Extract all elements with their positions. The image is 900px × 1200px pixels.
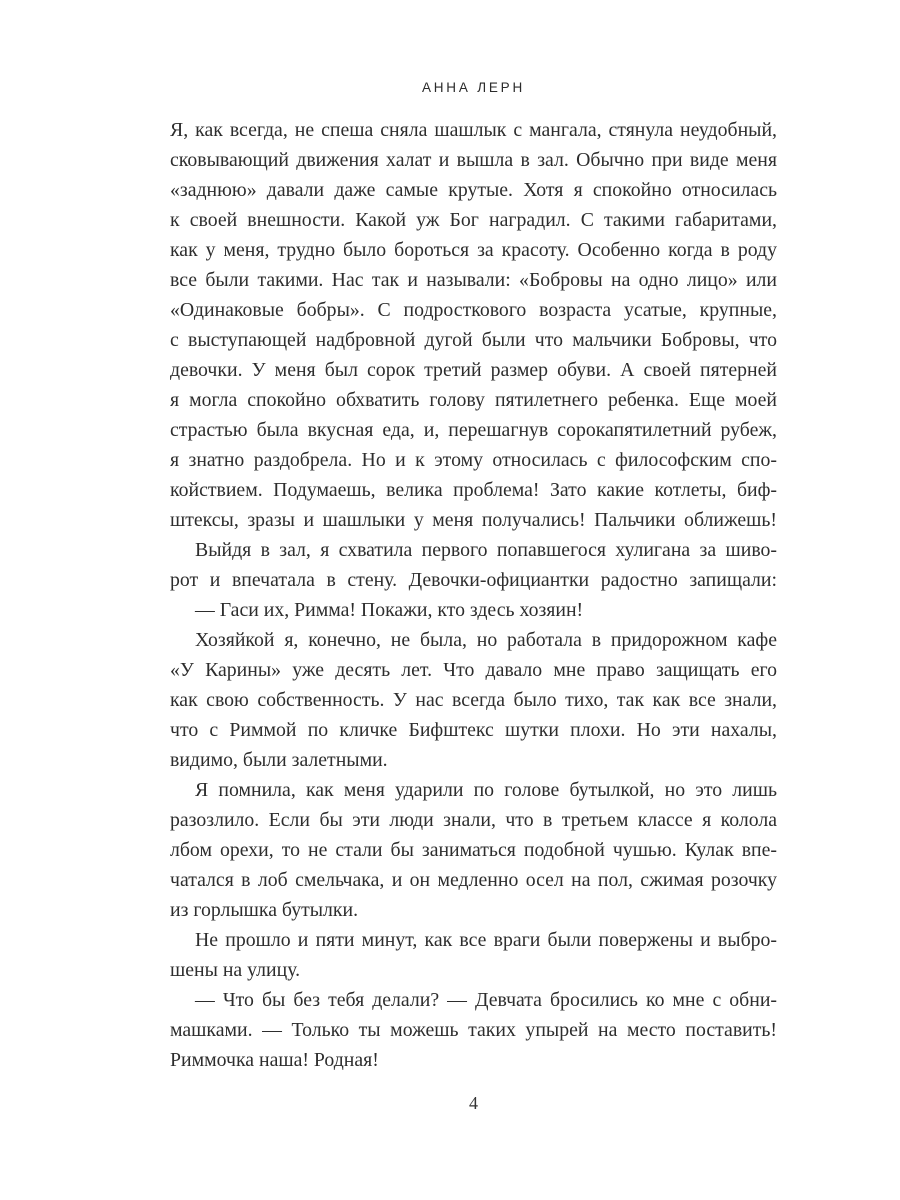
text-line: из горлышка бутылки. bbox=[170, 899, 359, 921]
text-line: Я помнила, как меня ударили по голове бутылкой, но это лишь bbox=[195, 779, 777, 801]
text-line: страстью была вкусная еда, и, перешагнув сорокапятилетний рубеж, bbox=[170, 419, 777, 441]
text-line: девочки. У меня был сорок третий размер обуви. А своей пятерней bbox=[170, 359, 777, 381]
text-line: Выйдя в зал, я схватила первого попавшегося хулигана за шиво- bbox=[195, 539, 777, 561]
running-head-author: АННА ЛЕРН bbox=[421, 80, 526, 95]
text-line: «Одинаковые бобры». С подросткового возраста усатые, крупные, bbox=[170, 299, 777, 321]
text-line: штексы, зразы и шашлыки у меня получались! Пальчики оближешь! bbox=[170, 509, 777, 531]
text-line: к своей внешности. Какой уж Бог наградил. С такими габаритами, bbox=[170, 209, 777, 231]
text-line: Хозяйкой я, конечно, не была, но работала в придорожном кафе bbox=[195, 629, 777, 651]
text-line: — Гаси их, Римма! Покажи, кто здесь хозяин! bbox=[195, 599, 584, 621]
text-line: как у меня, трудно было бороться за красоту. Особенно когда в роду bbox=[170, 239, 777, 261]
text-line: сковывающий движения халат и вышла в зал. Обычно при виде меня bbox=[170, 149, 777, 171]
text-line: «У Карины» уже десять лет. Что давало мне право защищать его bbox=[170, 659, 777, 681]
text-line: видимо, были залетными. bbox=[170, 749, 388, 771]
text-line: я знатно раздобрела. Но и к этому относилась с философским спо- bbox=[170, 449, 777, 471]
text-line: койствием. Подумаешь, велика проблема! Зато какие котлеты, биф- bbox=[170, 479, 777, 501]
text-line: машками. — Только ты можешь таких упырей на место поставить! bbox=[170, 1019, 777, 1041]
text-line: Риммочка наша! Родная! bbox=[170, 1049, 379, 1071]
text-line: разозлило. Если бы эти люди знали, что в третьем классе я колола bbox=[170, 809, 777, 831]
text-line: Я, как всегда, не спеша сняла шашлык с мангала, стянула неудобный, bbox=[170, 119, 777, 141]
text-line: как свою собственность. У нас всегда было тихо, так как все знали, bbox=[170, 689, 777, 711]
text-line: рот и впечатала в стену. Девочки-официантки радостно запищали: bbox=[170, 569, 777, 591]
page-number: 4 bbox=[469, 1093, 478, 1113]
body-text bbox=[170, 115, 777, 1075]
text-line: лбом орехи, то не стали бы заниматься подобной чушью. Кулак впе- bbox=[170, 839, 777, 861]
text-line: — Что бы без тебя делали? — Девчата бросились ко мне с обни- bbox=[195, 989, 777, 1011]
text-line: шены на улицу. bbox=[170, 959, 301, 981]
text-line: все были такими. Нас так и называли: «Бобровы на одно лицо» или bbox=[170, 269, 777, 291]
text-line: «заднюю» давали даже самые крутые. Хотя я спокойно относилась bbox=[170, 179, 777, 201]
text-line: чатался в лоб смельчака, и он медленно осел на пол, сжимая розочку bbox=[170, 869, 777, 891]
text-line: что с Риммой по кличке Бифштекс шутки плохи. Но эти нахалы, bbox=[170, 719, 777, 741]
text-line: я могла спокойно обхватить голову пятилетнего ребенка. Еще моей bbox=[170, 389, 777, 411]
text-line: с выступающей надбровной дугой были что мальчики Бобровы, что bbox=[170, 329, 777, 351]
text-line: Не прошло и пяти минут, как все враги были повержены и выбро- bbox=[195, 929, 777, 951]
